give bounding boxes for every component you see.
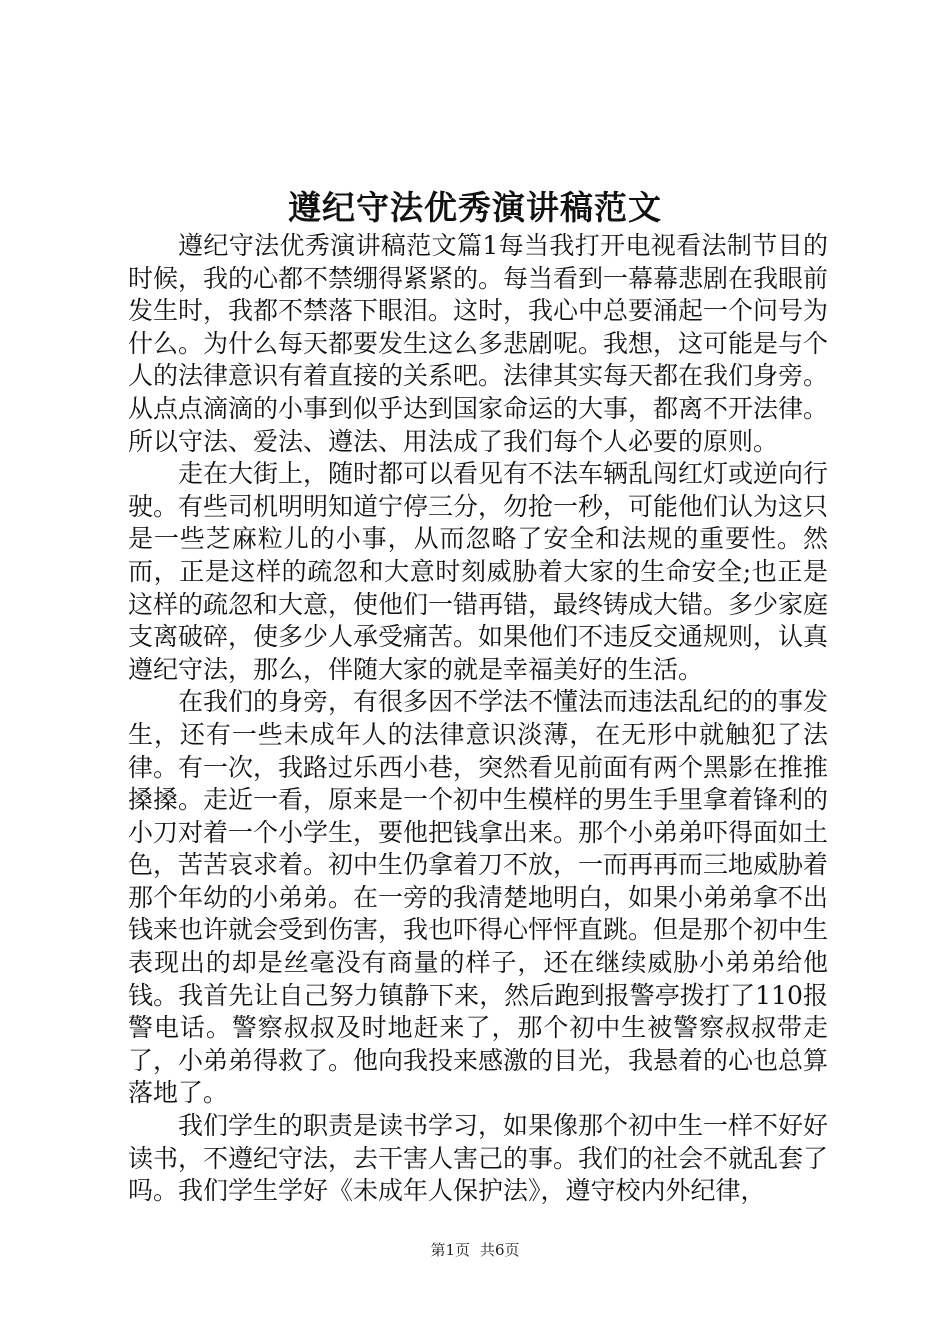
paragraph: 在我们的身旁，有很多因不学法不懂法而违法乱纪的的事发生，还有一些未成年人的法律意识淡薄，在无形中就触犯了法律。有一次，我路过乐西小巷，突然看见前面有两个黑影在推推搡搡。走近一看，原来是一个初中生模样的男生手里拿着锋利的小刀对着一个小学生，要他把钱拿出来。那个小弟弟吓得面如土色，苦苦哀求着。初中生仍拿着刀不放，一而再再而三地威胁着那个年幼的小弟弟。在一旁的我清楚地明白，如果小弟弟拿不出钱来也许就会受到伤害，我也吓得心怦怦直跳。但是那个初中生表现出的却是丝毫没有商量的样子，还在继续威胁小弟弟给他钱。我首先让自己努力镇静下来，然后跑到报警亭拨打了110报警电话。警察叔叔及时地赶来了，那个初中生被警察叔叔带走了，小弟弟得救了。他向我投来感激的目光，我悬着的心也总算落地了。 <box>128 687 829 1108</box>
page-number: 第1页 <box>430 1241 470 1259</box>
document-title: 遵纪守法优秀演讲稿范文 <box>288 188 662 227</box>
document-body <box>128 230 828 1208</box>
page-footer <box>0 1240 950 1260</box>
paragraph: 走在大街上，随时都可以看见有不法车辆乱闯红灯或逆向行驶。有些司机明明知道宁停三分，勿抢一秒，可能他们认为这只是一些芝麻粒儿的小事，从而忽略了安全和法规的重要性。然而，正是这样的疏忽和大意时刻威胁着大家的生命安全;也正是这样的疏忽和大意，使他们一错再错，最终铸成大错。多少家庭支离破碎，使多少人承受痛苦。如果他们不违反交通规则，认真遵纪守法，那么，伴随大家的就是幸福美好的生活。 <box>128 459 829 684</box>
page-total: 共6页 <box>480 1241 520 1259</box>
paragraph: 我们学生的职责是读书学习，如果像那个初中生一样不好好读书，不遵纪守法，去干害人害己的事。我们的社会不就乱套了吗。我们学生学好《未成年人保护法》，遵守校内外纪律， <box>128 1111 829 1206</box>
paragraph: 遵纪守法优秀演讲稿范文篇1每当我打开电视看法制节目的时候，我的心都不禁绷得紧紧的。每当看到一幕幕悲剧在我眼前发生时，我都不禁落下眼泪。这时，我心中总要涌起一个问号为什么。为什么每天都要发生这么多悲剧呢。我想，这可能是与个人的法律意识有着直接的关系吧。法律其实每天都在我们身旁。从点点滴滴的小事到似乎达到国家命运的大事，都离不开法律。所以守法、爱法、遵法、用法成了我们每个人必要的原则。 <box>128 231 829 456</box>
